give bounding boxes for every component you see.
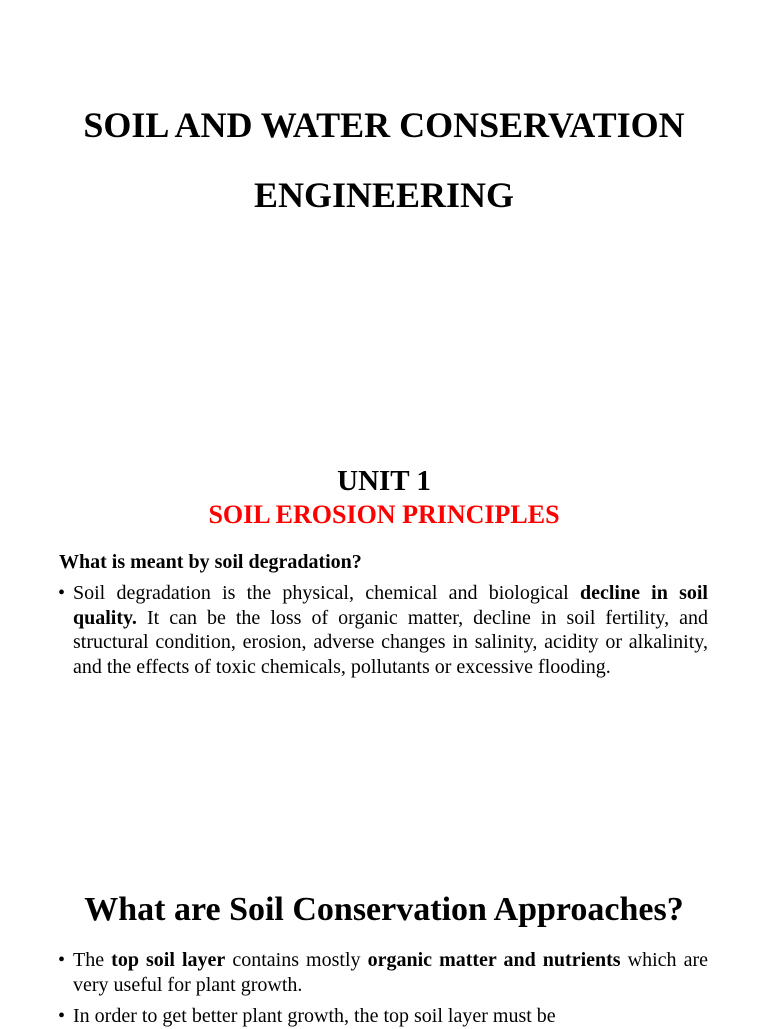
question-heading: What is meant by soil degradation? — [59, 551, 362, 573]
title-line-2: ENGINEERING — [253, 175, 515, 215]
bullet-icon: • — [58, 582, 66, 604]
bullet-text: which are very useful for plant growth. — [73, 949, 709, 996]
list-item — [0, 948, 768, 997]
document-title — [0, 90, 768, 230]
unit-heading: UNIT 1 — [337, 465, 431, 497]
bullet-list — [0, 948, 768, 1029]
title-slide — [0, 0, 768, 430]
bullet-text: In order to get better plant growth, the top soil layer must be — [73, 1005, 556, 1027]
bullet-icon: • — [58, 1005, 66, 1027]
bullet-icon: • — [58, 949, 66, 971]
list-item — [0, 581, 768, 679]
bullet-text: It can be the loss of organic matter, decline in soil fertility, and structural condition, erosion, adverse changes in salinity, acidity or alkalinity, and the effects of toxic chemicals, pollutants or excessive flooding. — [73, 606, 708, 678]
bullet-list — [0, 581, 768, 679]
approach-slide — [0, 885, 768, 1027]
bullet-emphasis: top soil layer — [111, 949, 226, 971]
bullet-text: contains mostly — [225, 949, 368, 971]
unit-slide — [0, 455, 768, 855]
unit-subtitle: SOIL EROSION PRINCIPLES — [208, 500, 560, 529]
bullet-emphasis: decline in soil quality. — [73, 582, 708, 629]
bullet-text: Soil degradation is the physical, chemical and biological — [73, 582, 580, 604]
bullet-emphasis: organic matter and nutrients — [367, 949, 621, 971]
bullet-text: The — [73, 949, 112, 971]
title-line-1: SOIL AND WATER CONSERVATION — [83, 105, 685, 145]
section-heading: What are Soil Conservation Approaches? — [84, 891, 684, 928]
list-item — [0, 1004, 768, 1029]
